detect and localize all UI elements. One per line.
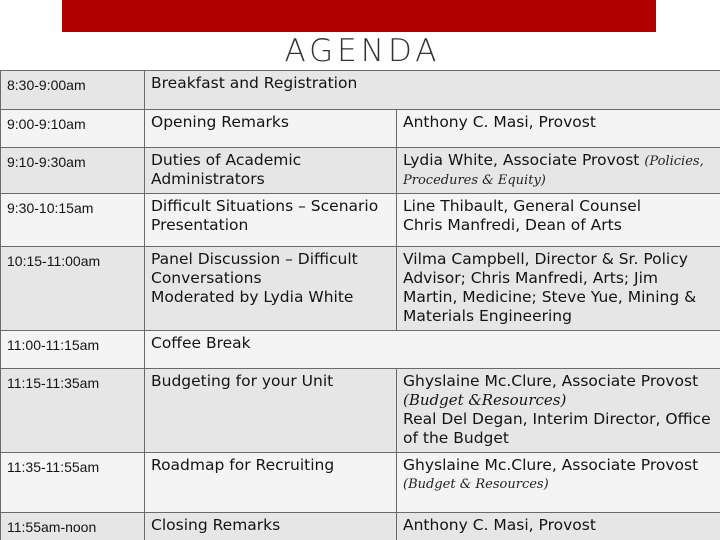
table-row (1, 247, 720, 331)
presenter-name: Real Del Degan, Interim Director, Office of the Budget (403, 410, 711, 447)
time-cell: 9:10-9:30am (1, 148, 145, 194)
table-row (1, 71, 720, 110)
session-cell (145, 148, 397, 194)
session-cell (145, 110, 397, 148)
table-row (1, 331, 720, 369)
presenter-note: (Budget & Resources) (403, 477, 549, 492)
session-cell (145, 369, 397, 453)
presenter-cell (397, 369, 720, 453)
agenda-table (0, 70, 720, 540)
presenter-note: (Budget &Resources) (403, 391, 567, 409)
presenter-cell (397, 110, 720, 148)
presenter-name: Vilma Campbell, Director & Sr. Policy Advisor; Chris Manfredi, Arts; Jim Martin, Medicine; Steve Yue, Mining & Materials Engineering (403, 250, 697, 325)
time-cell: 11:55am-noon (1, 513, 145, 540)
session-title: Budgeting for your Unit (151, 372, 334, 390)
session-title: Breakfast and Registration (151, 74, 358, 92)
session-cell (145, 247, 397, 331)
presenter-cell (397, 247, 720, 331)
presenter-cell (397, 513, 720, 540)
presenter-name: Line Thibault, General Counsel (403, 197, 642, 215)
time-cell: 10:15-11:00am (1, 247, 145, 331)
time-cell: 11:15-11:35am (1, 369, 145, 453)
presenter-name: Ghyslaine Mc.Clure, Associate Provost (403, 372, 699, 390)
presenter-name: Lydia White, Associate Provost (403, 151, 640, 169)
session-title: Panel Discussion – Difficult Conversations (151, 250, 358, 287)
time-cell: 11:00-11:15am (1, 331, 145, 369)
table-row (1, 513, 720, 540)
time-cell: 8:30-9:00am (1, 71, 145, 110)
presenter-name: Anthony C. Masi, Provost (403, 516, 596, 534)
session-cell (145, 331, 720, 369)
table-row (1, 110, 720, 148)
session-title: Opening Remarks (151, 113, 289, 131)
presenter-cell (397, 148, 720, 194)
session-moderator: Moderated by Lydia White (151, 288, 354, 306)
session-title: Closing Remarks (151, 516, 281, 534)
presenter-cell (397, 453, 720, 513)
page-title: AGENDA (284, 33, 441, 69)
session-cell (145, 453, 397, 513)
presenter-name: Ghyslaine Mc.Clure, Associate Provost (403, 456, 699, 474)
presenter-name: Chris Manfredi, Dean of Arts (403, 216, 622, 234)
session-cell (145, 71, 720, 110)
session-cell (145, 513, 397, 540)
session-title: Difficult Situations – Scenario Presentation (151, 197, 379, 234)
session-title: Duties of Academic Administrators (151, 151, 302, 188)
presenter-cell (397, 194, 720, 247)
table-row (1, 194, 720, 247)
time-cell: 9:00-9:10am (1, 110, 145, 148)
top-banner (62, 0, 656, 32)
time-cell: 11:35-11:55am (1, 453, 145, 513)
session-cell (145, 194, 397, 247)
session-title: Roadmap for Recruiting (151, 456, 335, 474)
time-cell: 9:30-10:15am (1, 194, 145, 247)
table-row (1, 148, 720, 194)
table-row (1, 453, 720, 513)
presenter-name: Anthony C. Masi, Provost (403, 113, 596, 131)
presenter-note: Procedures & Equity) (403, 173, 546, 188)
table-row (1, 369, 720, 453)
session-title: Coffee Break (151, 334, 251, 352)
presenter-note: (Policies, (644, 154, 704, 169)
